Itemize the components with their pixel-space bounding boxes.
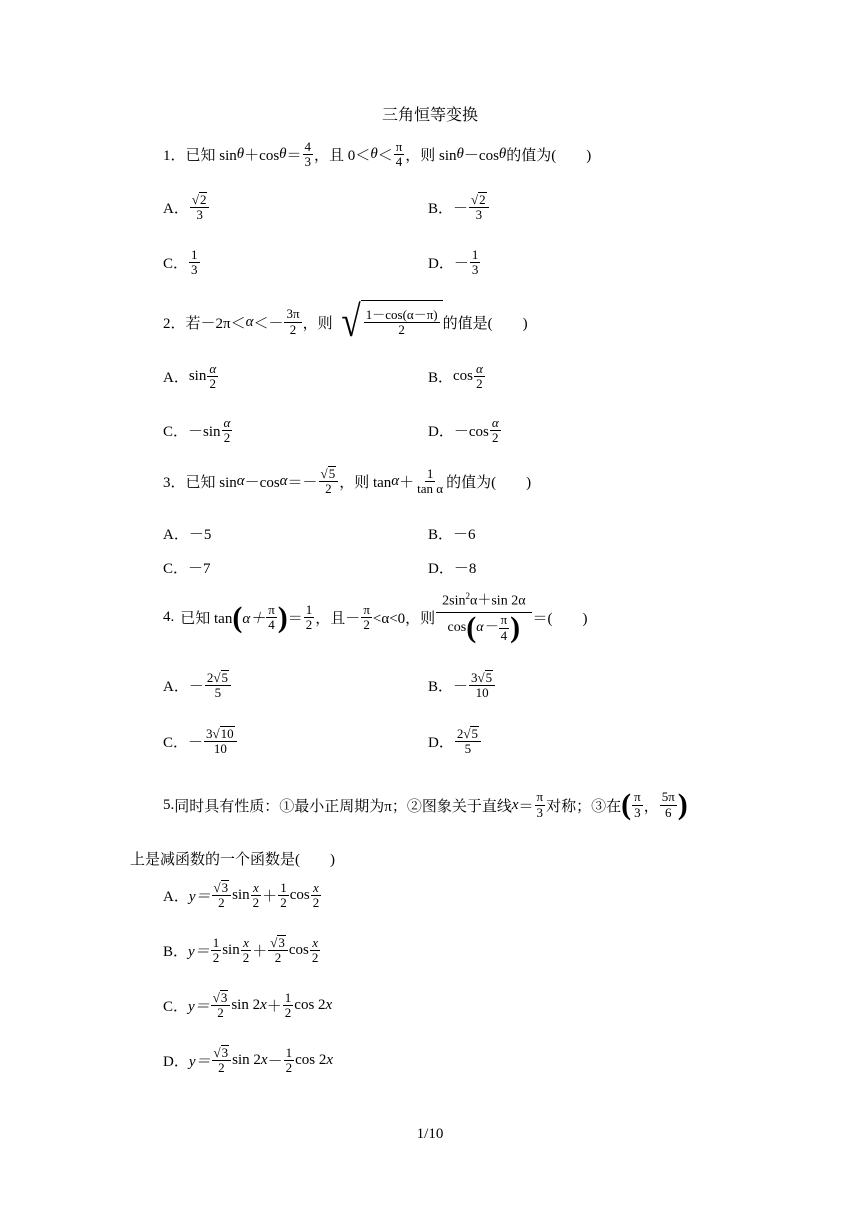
option-sign: － xyxy=(453,678,469,695)
page-number: 1/10 xyxy=(416,1126,444,1142)
option-label: C． xyxy=(163,561,189,577)
question-number: 2． xyxy=(163,315,186,332)
stem-text: α＋ xyxy=(242,611,266,628)
fraction: $\frac{x}{2}$ xyxy=(312,879,320,910)
fraction: $\frac{\pi}{2}$ xyxy=(363,601,370,633)
fraction: $\frac{\pi}{4}$ xyxy=(395,139,403,170)
option-text: ＋ xyxy=(266,998,282,1015)
stem-text: ＋ xyxy=(399,474,415,491)
stem-text: ＜－ xyxy=(253,315,284,332)
stem-text: 已知 sin xyxy=(185,148,237,165)
option-text: cos xyxy=(289,886,310,903)
option-label: C． xyxy=(163,734,189,751)
question-4-stem xyxy=(163,592,588,643)
x-symbol: x xyxy=(326,1051,334,1068)
fraction: 3 √ 10 10 xyxy=(204,726,237,757)
option-c[interactable] xyxy=(163,990,332,1021)
option-label: C． xyxy=(163,256,189,273)
option-b[interactable] xyxy=(428,523,476,544)
fraction: √ 3 2 xyxy=(268,935,288,966)
fraction: $\frac{1}{2}$ xyxy=(285,1044,293,1075)
question-number: 3． xyxy=(163,474,186,491)
fraction: $\frac{1}{2}$ xyxy=(284,989,292,1020)
fraction: $\frac{1}{3}$ xyxy=(471,247,479,278)
option-a[interactable] xyxy=(163,670,232,701)
option-label: D． xyxy=(163,1053,189,1070)
stem-text: 的值为( ) xyxy=(446,474,532,491)
stem-text: 已知 sin xyxy=(185,474,237,491)
option-label: A． xyxy=(163,678,189,695)
stem-text: 若－2π＜ xyxy=(185,315,246,332)
option-label: B． xyxy=(428,678,454,695)
x-symbol: x xyxy=(260,1051,268,1068)
stem-text: 同时具有性质：①最小正周期为π；②图象关于直线 xyxy=(174,798,512,815)
option-label: D． xyxy=(428,561,454,577)
option-c[interactable] xyxy=(163,416,233,446)
option-a[interactable] xyxy=(163,362,219,392)
fraction: $\frac{\pi}{3}$ xyxy=(634,789,641,820)
option-text: sin xyxy=(222,941,240,958)
option-text: －7 xyxy=(188,561,211,577)
fraction: √ 5 2 xyxy=(319,466,339,497)
fraction: $\frac{\alpha}{2}$ xyxy=(476,361,483,392)
question-5-stem xyxy=(163,790,688,820)
stem-text: ，则 xyxy=(302,315,333,332)
fraction: $\frac{5\pi}{6}$ xyxy=(661,789,675,820)
left-bracket: ( xyxy=(621,788,632,821)
option-text: y＝ xyxy=(188,943,210,960)
fraction: 2 √ 5 5 xyxy=(455,726,481,757)
stem-text: ，则 sin xyxy=(405,148,457,165)
option-text: y＝ xyxy=(188,1053,211,1070)
option-text: y＝ xyxy=(188,888,211,905)
option-d[interactable] xyxy=(428,416,502,446)
option-label: B． xyxy=(428,370,454,387)
alpha-symbol: α xyxy=(236,472,245,489)
question-3-stem xyxy=(163,466,531,497)
fraction: $\frac{\pi}{3}$ xyxy=(536,789,544,820)
option-text: － xyxy=(267,1053,283,1070)
fraction: $\frac{\alpha}{2}$ xyxy=(209,361,217,392)
option-label: B． xyxy=(428,527,454,543)
option-text: y＝ xyxy=(188,998,210,1015)
stem-text: －cos xyxy=(463,148,499,165)
option-text: ＋ xyxy=(262,888,278,905)
stem-text: ＝ xyxy=(286,148,302,165)
big-fraction: $2\sin^2\alpha+\sin$ 2α cos ( α－ $\frac{\pi}{4}$ ) xyxy=(436,592,531,643)
stem-text: ，则 tan xyxy=(339,474,392,491)
alpha-symbol: α xyxy=(245,313,254,330)
question-number: 5. xyxy=(163,796,175,813)
option-label: A． xyxy=(163,200,189,217)
option-label: B． xyxy=(163,943,189,960)
fraction: $\frac{x}{2}$ xyxy=(252,879,260,910)
option-text: sin xyxy=(232,886,250,903)
fraction: $\frac{1}{2}$ xyxy=(280,879,287,910)
option-text: －5 xyxy=(188,527,212,543)
x-symbol: x xyxy=(511,796,519,813)
option-d[interactable] xyxy=(163,1045,333,1076)
fraction: 3 √ 5 10 xyxy=(469,670,495,701)
option-label: A． xyxy=(163,888,189,905)
option-text: －cos xyxy=(453,424,489,441)
stem-text: ， xyxy=(643,798,659,815)
stem-text: ＝ xyxy=(518,798,534,815)
option-a[interactable] xyxy=(163,880,322,911)
option-a[interactable] xyxy=(163,523,211,544)
square-root: √ $\frac{1-\cos(\alpha-\pi)}{2}$ xyxy=(339,300,443,344)
question-number: 1． xyxy=(163,148,186,165)
option-text: －sin xyxy=(188,424,221,441)
option-sign: － xyxy=(188,734,204,751)
option-label: D． xyxy=(428,734,454,751)
alpha-symbol: α xyxy=(279,472,288,489)
question-number: 4. xyxy=(163,609,175,626)
option-text: cos 2 xyxy=(295,1051,327,1068)
option-text: cos xyxy=(453,368,474,385)
question-2-stem xyxy=(163,297,528,346)
option-sign: － xyxy=(188,678,204,695)
fraction: √ 3 2 xyxy=(211,990,231,1021)
stem-text: <α<0，则 xyxy=(372,611,436,628)
fraction: √ 2 3 xyxy=(190,192,210,223)
fraction: √ 2 3 xyxy=(469,192,489,223)
fraction: $\frac{\alpha}{2}$ xyxy=(491,415,499,446)
stem-text: 的值为( ) xyxy=(506,148,592,165)
option-b[interactable] xyxy=(428,670,496,701)
fraction: $\frac{1}{3}$ xyxy=(191,247,198,278)
option-text: －8 xyxy=(453,561,477,577)
stem-text: 已知 tan xyxy=(180,611,233,628)
x-symbol: x xyxy=(260,996,267,1013)
option-b[interactable] xyxy=(428,362,486,392)
theta-symbol: θ xyxy=(498,146,507,163)
option-d[interactable] xyxy=(428,557,476,578)
fraction: $\frac{\alpha}{2}$ xyxy=(223,415,231,446)
option-label: D． xyxy=(428,256,454,273)
fraction: $\frac{x}{2}$ xyxy=(311,934,319,965)
option-text: cos xyxy=(288,941,309,958)
option-text: cos 2 xyxy=(294,996,326,1013)
theta-symbol: θ xyxy=(370,146,378,163)
stem-text: ，且 0＜ xyxy=(314,148,371,165)
fraction: $\frac{4}{3}$ xyxy=(304,139,312,170)
fraction: √ 3 2 xyxy=(212,1045,232,1076)
fraction: $\frac{3\pi}{2}$ xyxy=(286,306,300,337)
fraction: $\frac{1}{2}$ xyxy=(305,601,313,633)
theta-symbol: θ xyxy=(279,146,287,163)
page-title: 三角恒等变换 xyxy=(381,107,478,124)
option-label: A． xyxy=(163,370,189,387)
option-text: －6 xyxy=(453,527,476,543)
option-label: B． xyxy=(428,200,454,217)
stem-text: ，且－ xyxy=(315,611,361,628)
question-1-stem xyxy=(163,140,591,170)
option-d[interactable] xyxy=(428,726,482,757)
theta-symbol: θ xyxy=(236,146,245,163)
stem-text: 的值是( ) xyxy=(442,315,528,332)
option-c[interactable] xyxy=(163,557,211,578)
option-c[interactable] xyxy=(163,726,238,757)
option-label: A． xyxy=(163,527,189,543)
option-sign: － xyxy=(453,256,469,273)
option-d[interactable] xyxy=(428,248,481,278)
stem-text: ＝ xyxy=(287,611,303,628)
stem-text: ＝－ xyxy=(287,474,318,491)
x-symbol: x xyxy=(325,996,333,1013)
stem-text: ＜ xyxy=(377,148,393,165)
stem-text: 上是减函数的一个函数是( ) xyxy=(130,852,335,868)
right-bracket: ) xyxy=(677,788,688,821)
option-a[interactable] xyxy=(163,192,210,223)
alpha-symbol: α xyxy=(391,472,400,489)
right-paren: ) xyxy=(277,600,288,634)
stem-text: ＋cos xyxy=(244,148,280,165)
option-label: D． xyxy=(428,424,454,441)
question-5-stem-cont xyxy=(130,848,335,869)
stem-text: 对称；③在 xyxy=(546,798,622,815)
fraction: √ 3 2 xyxy=(212,880,232,911)
option-sign: － xyxy=(453,200,469,217)
option-text: sin 2 xyxy=(231,996,261,1013)
left-paren: ( xyxy=(232,600,243,634)
option-c[interactable] xyxy=(163,248,201,278)
option-text: ＋ xyxy=(252,943,268,960)
option-b[interactable] xyxy=(163,935,321,966)
option-label: C． xyxy=(163,998,189,1015)
theta-symbol: θ xyxy=(456,146,464,163)
fraction: $\frac{x}{2}$ xyxy=(242,934,250,965)
fraction: 2 √ 5 5 xyxy=(205,670,231,701)
fraction: $\frac{1}{\text{tan α}}$ xyxy=(417,465,444,496)
option-text: sin xyxy=(188,368,207,385)
option-text: sin 2 xyxy=(232,1051,261,1068)
stem-text: －cos xyxy=(244,474,280,491)
fraction: $\frac{\pi}{4}$ xyxy=(268,601,275,633)
option-label: C． xyxy=(163,424,189,441)
option-b[interactable] xyxy=(428,192,490,223)
fraction: $\frac{1}{2}$ xyxy=(212,934,220,965)
stem-text: ＝( ) xyxy=(532,611,588,628)
